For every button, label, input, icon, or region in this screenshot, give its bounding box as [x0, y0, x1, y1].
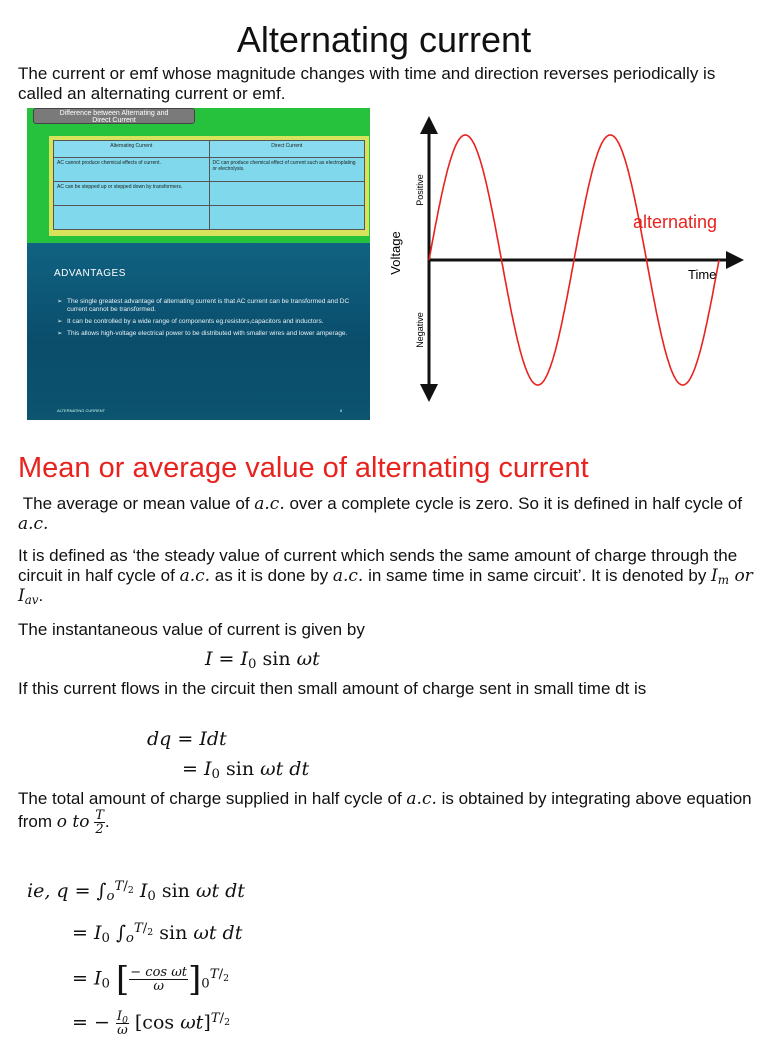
advantages-heading: ADVANTAGES	[54, 268, 126, 279]
equation-integral-4: = − $\frac{I_0}{\omega}$ [cos ωt]$^{T/_2}$	[72, 1009, 231, 1038]
table-cell: AC can be stepped up or stepped down by transformers.	[54, 182, 210, 206]
table-header: Alternating Current	[54, 141, 210, 158]
slide-page-number: 8	[340, 408, 343, 413]
positive-label: Positive	[415, 174, 425, 206]
paragraph-small-charge: If this current flows in the circuit then small amount of charge sent in small time dt is	[18, 679, 647, 698]
x-axis-arrow-icon	[726, 251, 744, 269]
table-row	[54, 206, 365, 230]
ac-waveform-graph	[380, 108, 750, 408]
comparison-slide	[27, 108, 370, 420]
table-cell: DC can produce chemical effect of current such as electroplating or electrolysis.	[209, 158, 365, 182]
negative-label: Negative	[415, 312, 425, 348]
paragraph-definition: It is defined as ‘the steady value of current which sends the same amount of charge through the circuit in half cycle of a.c. as it is done by a.c. in same time in same circuit’. It is denoted by $I_m$ or $I_{av}$.	[18, 546, 753, 607]
paragraph-instantaneous: The instantaneous value of current is given by	[18, 620, 365, 639]
list-item: ➢ This allows high-voltage electrical power to be distributed with smaller wires and lower amperage.	[57, 330, 348, 337]
curve-label: alternating	[633, 212, 718, 232]
paragraph-mean-zero: The average or mean value of a.c. over a complete cycle is zero. So it is defined in half cycle of a.c.	[18, 494, 743, 534]
table-cell	[209, 206, 365, 230]
y-axis-label: Voltage	[388, 231, 403, 275]
slide-tab-line2: Direct Current	[92, 117, 136, 124]
slide-footer: ALTERNATING CURRENT	[57, 408, 106, 413]
arrow-bullet-icon: ➢	[57, 298, 63, 305]
slide-tab-line1: Difference between Alternating and	[59, 110, 169, 117]
equation-dq-expanded: = $I_0$ sin ωt dt	[182, 758, 310, 782]
arrow-bullet-icon: ➢	[57, 318, 63, 325]
advantages-list	[57, 298, 357, 342]
table-row	[54, 182, 365, 206]
equation-integral-1: ie, $q = \int_o^{T/_2}$ $I_0$ sin ωt dt	[27, 879, 245, 904]
table-cell: AC cannot produce chemical effects of current.	[54, 158, 210, 182]
definition-text: The current or emf whose magnitude changes with time and direction reverses periodically is called an alternating current or emf.	[18, 64, 716, 103]
section-heading: Mean or average value of alternating current	[18, 452, 589, 484]
equation-integral-3: = $I_0$ [ $\frac{\text{− cos ωt}}{\omega}$ ]$_0^{T/_2}$	[72, 959, 230, 1000]
page-title: Alternating current	[236, 19, 532, 60]
equation-dq: dq = Idt	[147, 728, 227, 750]
slide-tab-title	[33, 108, 195, 124]
list-item: ➢ The single greatest advantage of alternating current is that AC current can be transformed and DC current cannot be transformed.	[57, 298, 350, 313]
y-axis-arrow-icon	[420, 116, 438, 134]
y-axis-down-arrow-icon	[420, 384, 438, 402]
x-axis-label: Time	[688, 267, 717, 282]
equation-current: $I = I_0$ sin ωt	[205, 648, 320, 672]
table-cell	[209, 182, 365, 206]
table-header: Direct Current	[209, 141, 365, 158]
paragraph-total-charge: The total amount of charge supplied in half cycle of a.c. is obtained by integrating above equation from o to $\frac{T}{2}$ .	[18, 789, 752, 837]
slide-comparison-table	[49, 136, 369, 236]
list-item: ➢ It can be controlled by a wide range of components eg.resistors,capacitors and inductors.	[57, 318, 324, 325]
equation-integral-2: = $I_0$ $\int_o^{T/_2}$ sin ωt dt	[72, 921, 243, 946]
table-cell	[54, 206, 210, 230]
arrow-bullet-icon: ➢	[57, 330, 63, 337]
table-row	[54, 158, 365, 182]
